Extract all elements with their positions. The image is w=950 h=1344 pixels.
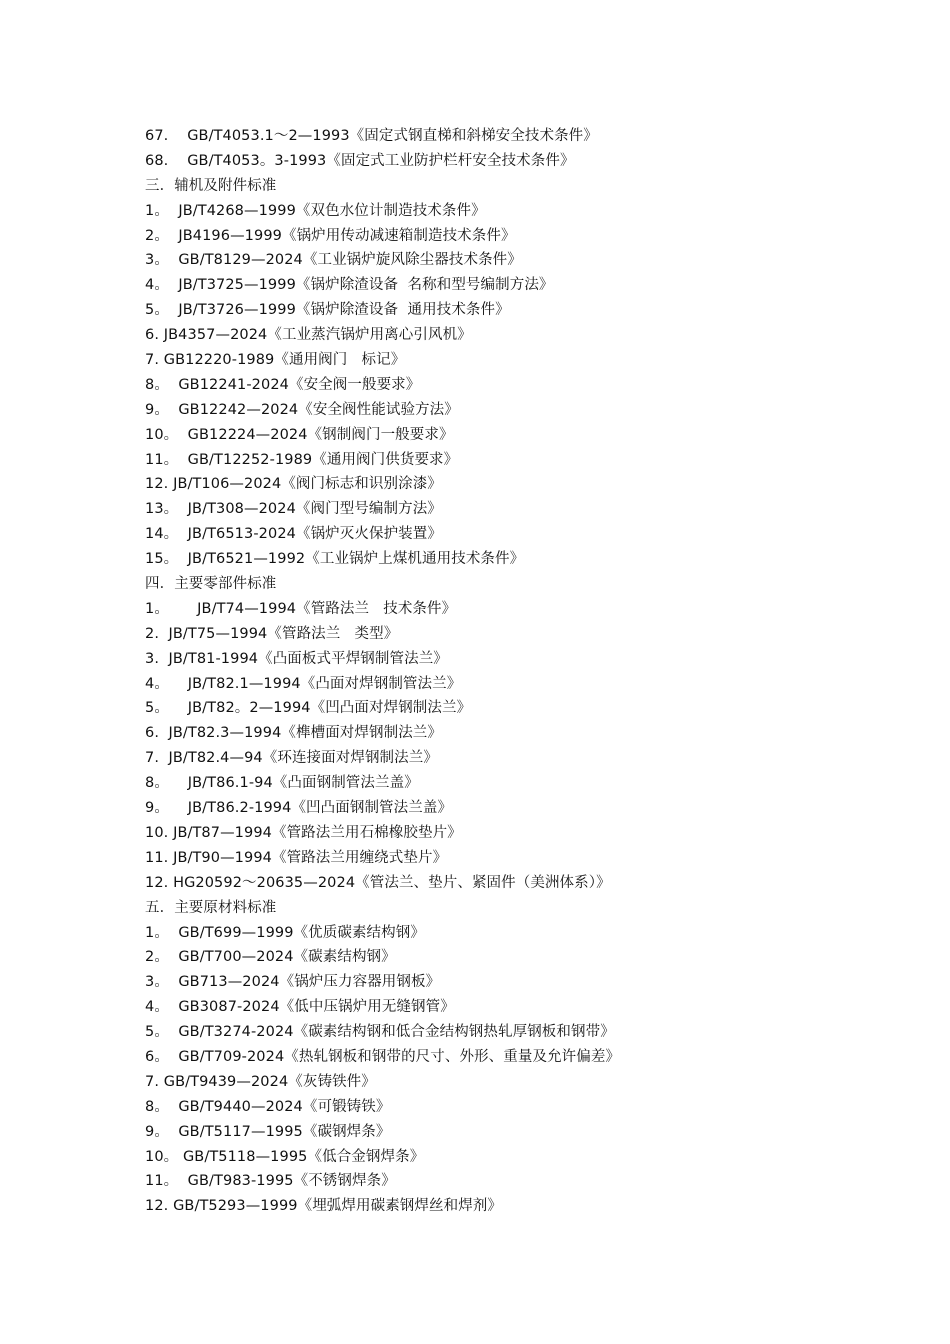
list-item: 4。 GB3087-2024《低中压锅炉用无缝钢管》 <box>145 999 455 1016</box>
list-item: 9。 GB12242—2024《安全阀性能试验方法》 <box>145 401 459 418</box>
list-item: 1。 GB/T699—1999《优质碳素结构钢》 <box>145 924 425 941</box>
list-item: 11。 GB/T12252-1989《通用阀门供货要求》 <box>145 451 459 468</box>
list-item: 15。 JB/T6521—1992《工业锅炉上煤机通用技术条件》 <box>145 551 525 568</box>
list-item: 7. GB/T9439—2024《灰铸铁件》 <box>145 1073 376 1090</box>
list-item: 3。 GB713—2024《锅炉压力容器用钢板》 <box>145 974 441 991</box>
list-item: 9。 JB/T86.2-1994《凹凸面钢制管法兰盖》 <box>145 800 453 817</box>
list-item: 14。 JB/T6513-2024《锅炉灭火保护装置》 <box>145 526 442 543</box>
list-item: 1。 JB/T74—1994《管路法兰 技术条件》 <box>145 600 457 617</box>
list-item: 8。 GB/T9440—2024《可锻铸铁》 <box>145 1098 391 1115</box>
list-item: 12. HG20592～20635—2024《管法兰、垫片、紧固件（美洲体系）》 <box>145 874 611 891</box>
list-item: 7. JB/T82.4—94《环连接面对焊钢制法兰》 <box>145 750 438 767</box>
section-heading: 五．主要原材料标准 <box>145 899 277 916</box>
section-heading: 三．辅机及附件标准 <box>145 177 277 194</box>
list-item: 3. JB/T81-1994《凸面板式平焊钢制管法兰》 <box>145 650 448 667</box>
list-item: 2。 GB/T700—2024《碳素结构钢》 <box>145 949 396 966</box>
list-item: 5。 JB/T82。2—1994《凹凸面对焊钢制法兰》 <box>145 700 472 717</box>
list-item: 6。 GB/T709-2024《热轧钢板和钢带的尺寸、外形、重量及允许偏差》 <box>145 1048 621 1065</box>
list-item: 6. JB4357—2024《工业蒸汽锅炉用离心引风机》 <box>145 327 472 344</box>
list-item: 4。 JB/T3725—1999《锅炉除渣设备 名称和型号编制方法》 <box>145 277 554 294</box>
list-item: 7. GB12220-1989《通用阀门 标记》 <box>145 352 406 369</box>
list-item: 4。 JB/T82.1—1994《凸面对焊钢制管法兰》 <box>145 675 462 692</box>
list-item: 5。 JB/T3726—1999《锅炉除渣设备 通用技术条件》 <box>145 302 510 319</box>
list-item: 10。 GB/T5118—1995《低合金钢焊条》 <box>145 1148 425 1165</box>
standards-list <box>145 124 865 1219</box>
list-item: 67. GB/T4053.1～2—1993《固定式钢直梯和斜梯安全技术条件》 <box>145 128 598 144</box>
list-item: 11. JB/T90—1994《管路法兰用缠绕式垫片》 <box>145 849 448 866</box>
list-item: 11。 GB/T983-1995《不锈钢焊条》 <box>145 1173 396 1190</box>
list-item: 8。 GB12241-2024《安全阀一般要求》 <box>145 376 421 393</box>
list-item: 2. JB/T75—1994《管路法兰 类型》 <box>145 625 399 642</box>
list-item: 9。 GB/T5117—1995《碳钢焊条》 <box>145 1123 391 1140</box>
section-heading: 四．主要零部件标准 <box>145 576 277 593</box>
list-item: 10。 GB12224—2024《钢制阀门一般要求》 <box>145 426 454 443</box>
list-item: 6. JB/T82.3—1994《榫槽面对焊钢制法兰》 <box>145 725 443 742</box>
list-item: 2。 JB4196—1999《锅炉用传动减速箱制造技术条件》 <box>145 227 516 244</box>
list-item: 3。 GB/T8129—2024《工业锅炉旋风除尘器技术条件》 <box>145 252 522 269</box>
list-item: 10. JB/T87—1994《管路法兰用石棉橡胶垫片》 <box>145 824 462 841</box>
list-item: 13。 JB/T308—2024《阀门型号编制方法》 <box>145 501 442 518</box>
list-item: 68. GB/T4053。3-1993《固定式工业防护栏杆安全技术条件》 <box>145 152 575 169</box>
list-item: 5。 GB/T3274-2024《碳素结构钢和低合金结构钢热轧厚钢板和钢带》 <box>145 1024 615 1041</box>
list-item: 1。 JB/T4268—1999《双色水位计制造技术条件》 <box>145 202 486 219</box>
list-item: 8。 JB/T86.1-94《凸面钢制管法兰盖》 <box>145 775 419 792</box>
list-item: 12. JB/T106—2024《阀门标志和识别涂漆》 <box>145 476 442 493</box>
list-item: 12. GB/T5293—1999《埋弧焊用碳素钢焊丝和焊剂》 <box>145 1198 502 1215</box>
